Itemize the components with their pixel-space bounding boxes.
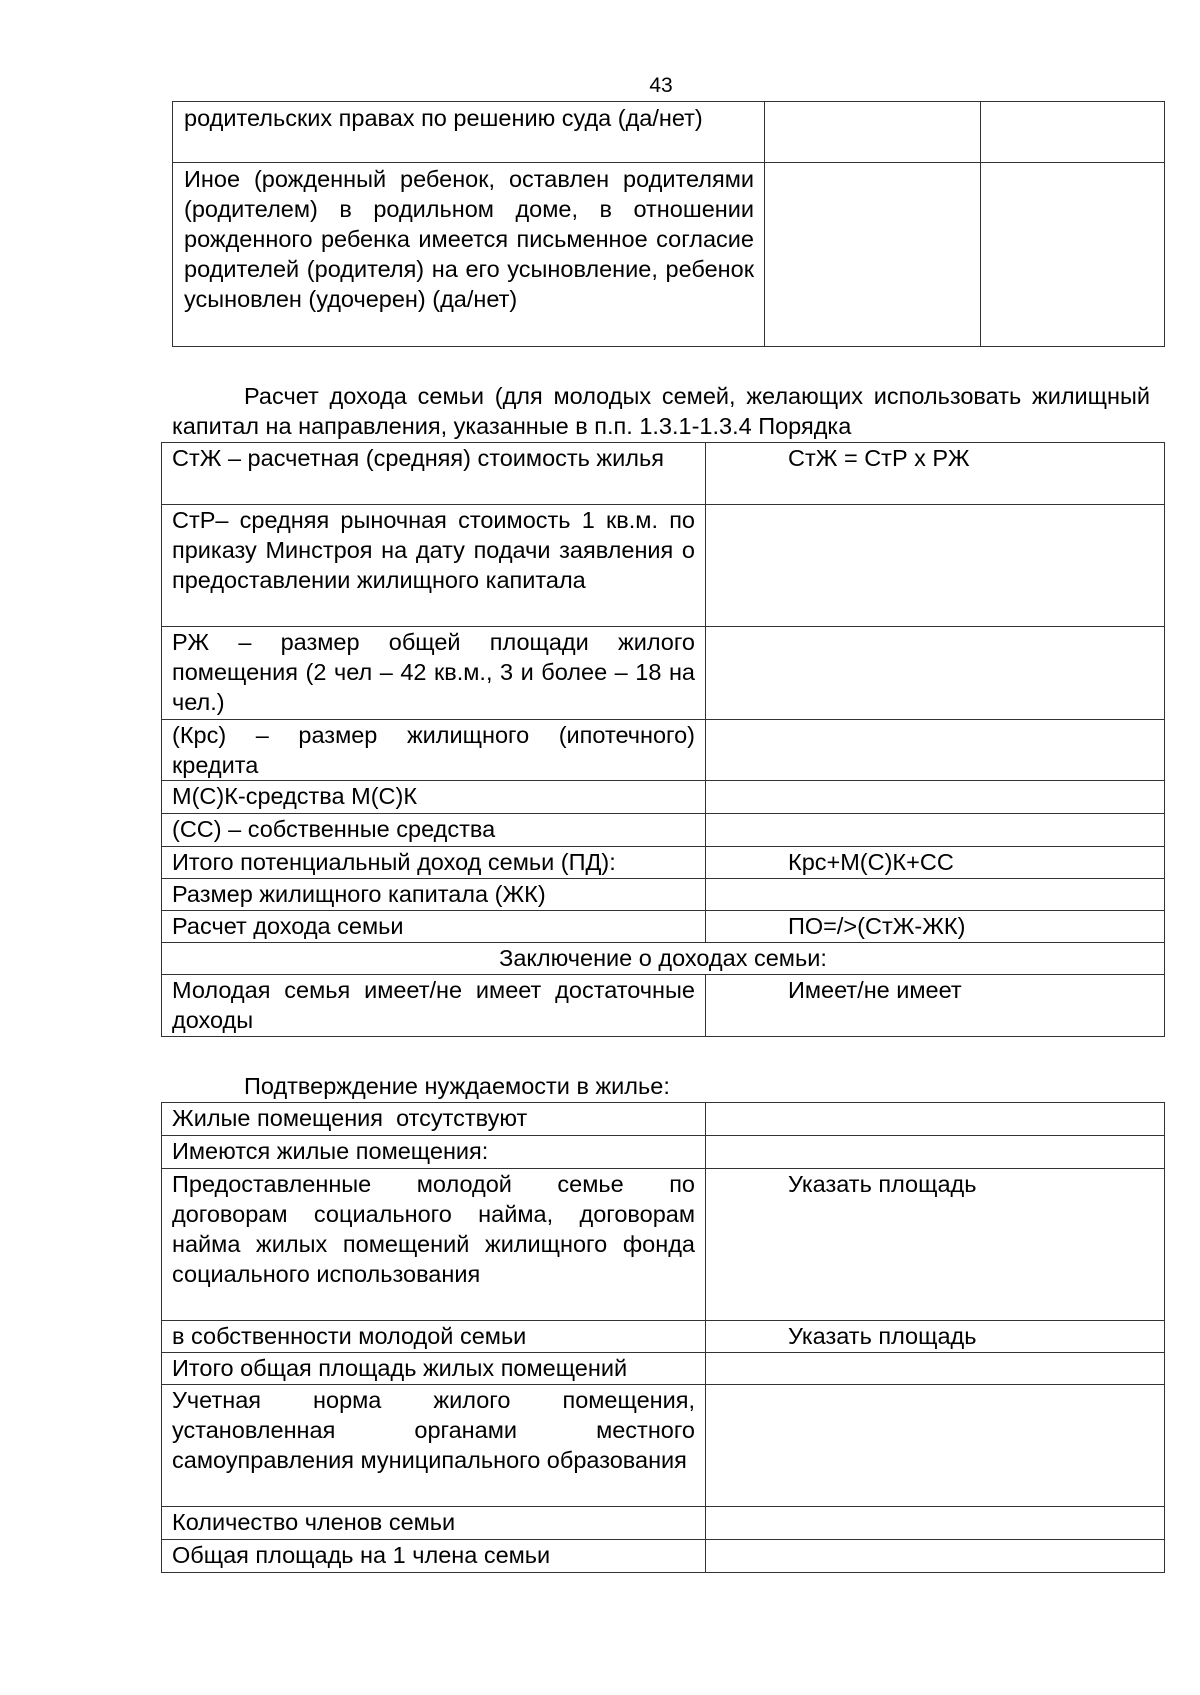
row-label: Имеются жилые помещения:	[162, 1136, 706, 1169]
table-row	[162, 627, 1165, 720]
table-row	[162, 814, 1165, 847]
row-value	[706, 1507, 1165, 1540]
table-row	[162, 1169, 1165, 1321]
table-row	[162, 879, 1165, 911]
row-value-cell	[981, 102, 1165, 163]
table-row	[162, 720, 1165, 781]
row-value	[706, 879, 1165, 911]
table-row	[162, 1353, 1165, 1385]
row-value	[706, 781, 1165, 814]
status-continuation-table	[172, 101, 1165, 347]
row-label: Итого общая площадь жилых помещений	[162, 1353, 706, 1385]
row-value	[706, 1540, 1165, 1573]
row-value: Указать площадь	[706, 1169, 1165, 1321]
income-intro-paragraph: Расчет дохода семьи (для молодых семей, желающих использовать жилищный капитал на направления, указанные в п.п. 1.3.1-1.3.4 Порядка	[172, 383, 1150, 439]
row-label: в собственности молодой семьи	[162, 1321, 706, 1353]
table-row	[162, 847, 1165, 879]
table-row	[162, 943, 1165, 975]
row-value	[706, 1353, 1165, 1385]
page-number: 43	[649, 74, 673, 97]
table-row	[162, 1507, 1165, 1540]
row-value-cell	[765, 102, 981, 163]
row-label: (СС) – собственные средства	[162, 814, 706, 847]
row-value-cell	[981, 163, 1165, 347]
row-label: Количество членов семьи	[162, 1507, 706, 1540]
row-value: ПО=/>(СтЖ-ЖК)	[706, 911, 1165, 943]
row-value	[706, 1136, 1165, 1169]
table-row	[173, 102, 1165, 163]
row-value	[706, 1103, 1165, 1136]
row-value: Имеет/не имеет	[706, 975, 1165, 1037]
table-row	[162, 505, 1165, 627]
table-row	[162, 1385, 1165, 1507]
row-value: Крс+М(С)К+СС	[706, 847, 1165, 879]
row-label: Учетная норма жилого помещения, установленная органами местного самоуправления муниципального образования	[162, 1385, 706, 1507]
housing-intro-paragraph: Подтверждение нуждаемости в жилье:	[244, 1073, 670, 1099]
row-label: Иное (рожденный ребенок, оставлен родителями (родителем) в родильном доме, в отношении рожденного ребенка имеется письменное согласие родителей (родителя) на его усыновление, ребенок усыновлен (удочерен) (да/нет)	[173, 163, 765, 347]
housing-need-table	[161, 1102, 1165, 1573]
table-row	[162, 975, 1165, 1037]
row-label: РЖ – размер общей площади жилого помещения (2 чел – 42 кв.м., 3 и более – 18 на чел.)	[162, 627, 706, 720]
row-value	[706, 720, 1165, 781]
row-label: Размер жилищного капитала (ЖК)	[162, 879, 706, 911]
table-row	[162, 911, 1165, 943]
row-value	[706, 814, 1165, 847]
table-row	[162, 443, 1165, 505]
row-value-cell	[765, 163, 981, 347]
table-row	[162, 781, 1165, 814]
row-value	[706, 1385, 1165, 1507]
row-label: Предоставленные молодой семье по договорам социального найма, договорам найма жилых помещений жилищного фонда социального использования	[162, 1169, 706, 1321]
income-calculation-table	[161, 442, 1165, 1037]
table-row	[162, 1540, 1165, 1573]
row-label: СтЖ – расчетная (средняя) стоимость жилья	[162, 443, 706, 505]
row-label: Расчет дохода семьи	[162, 911, 706, 943]
table-row	[162, 1321, 1165, 1353]
conclusion-header: Заключение о доходах семьи:	[162, 943, 1165, 975]
row-label: Молодая семья имеет/не имеет достаточные доходы	[162, 975, 706, 1037]
row-value	[706, 627, 1165, 720]
row-label: Жилые помещения отсутствуют	[162, 1103, 706, 1136]
row-value	[706, 505, 1165, 627]
row-value: Указать площадь	[706, 1321, 1165, 1353]
row-value: СтЖ = СтР х РЖ	[706, 443, 1165, 505]
row-label: родительских правах по решению суда (да/нет)	[173, 102, 765, 163]
row-label: (Крс) – размер жилищного (ипотечного) кредита	[162, 720, 706, 781]
table-row	[162, 1136, 1165, 1169]
table-row	[162, 1103, 1165, 1136]
row-label: Общая площадь на 1 члена семьи	[162, 1540, 706, 1573]
row-label: Итого потенциальный доход семьи (ПД):	[162, 847, 706, 879]
row-label: СтР– средняя рыночная стоимость 1 кв.м. по приказу Минстроя на дату подачи заявления о предоставлении жилищного капитала	[162, 505, 706, 627]
row-label: М(С)К-средства М(С)К	[162, 781, 706, 814]
table-row	[173, 163, 1165, 347]
